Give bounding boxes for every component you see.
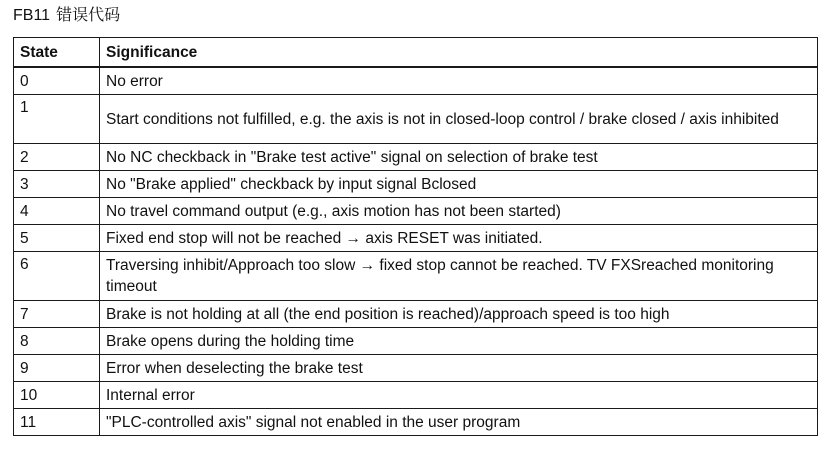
state-cell: 10	[14, 382, 100, 409]
table-row	[14, 301, 818, 328]
header-state: State	[14, 38, 100, 68]
error-code-table	[13, 37, 818, 436]
table-row	[14, 67, 818, 95]
table-row	[14, 252, 818, 301]
state-cell: 4	[14, 198, 100, 225]
state-cell: 1	[14, 95, 100, 144]
significance-cell: "PLC-controlled axis" signal not enabled in the user program	[100, 409, 818, 436]
state-cell: 9	[14, 355, 100, 382]
table-row	[14, 198, 818, 225]
significance-cell: Fixed end stop will not be reached → axis RESET was initiated.	[100, 225, 818, 252]
significance-cell: Start conditions not fulfilled, e.g. the axis is not in closed-loop control / brake closed / axis inhibited	[100, 95, 818, 144]
table-row	[14, 328, 818, 355]
table-row	[14, 409, 818, 436]
table-row	[14, 225, 818, 252]
table-row	[14, 95, 818, 144]
state-cell: 7	[14, 301, 100, 328]
significance-cell: Traversing inhibit/Approach too slow → fixed stop cannot be reached. TV FXSreached monitoring timeout	[100, 252, 818, 301]
significance-cell: No "Brake applied" checkback by input signal Bclosed	[100, 171, 818, 198]
document-title	[13, 5, 120, 26]
table-row	[14, 382, 818, 409]
state-cell: 3	[14, 171, 100, 198]
significance-cell: Internal error	[100, 382, 818, 409]
state-cell: 6	[14, 252, 100, 301]
title-prefix: FB11	[13, 7, 51, 24]
state-cell: 2	[14, 144, 100, 171]
state-cell: 5	[14, 225, 100, 252]
table-header-row	[14, 38, 818, 68]
significance-cell: No NC checkback in "Brake test active" signal on selection of brake test	[100, 144, 818, 171]
title-chinese: 错误代码	[56, 5, 121, 24]
state-cell: 0	[14, 67, 100, 95]
significance-cell: Error when deselecting the brake test	[100, 355, 818, 382]
table-row	[14, 144, 818, 171]
header-significance: Significance	[100, 38, 818, 68]
table-row	[14, 355, 818, 382]
significance-cell: Brake is not holding at all (the end position is reached)/approach speed is too high	[100, 301, 818, 328]
state-cell: 11	[14, 409, 100, 436]
state-cell: 8	[14, 328, 100, 355]
significance-cell: No travel command output (e.g., axis motion has not been started)	[100, 198, 818, 225]
significance-cell: Brake opens during the holding time	[100, 328, 818, 355]
table-row	[14, 171, 818, 198]
significance-cell: No error	[100, 67, 818, 95]
